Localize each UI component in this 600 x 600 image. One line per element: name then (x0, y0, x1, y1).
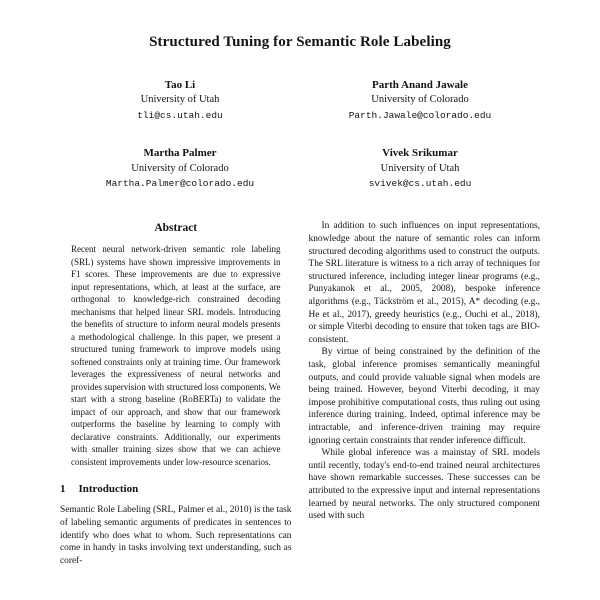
author-4 (300, 146, 540, 190)
author-3 (60, 146, 300, 190)
abstract-text: Recent neural network-driven semantic role labeling (SRL) systems have shown impressive improvements in F1 scores. These improvements are due to expressive input representations, which, at least at the surface, are orthogonal to knowledge-rich constrained decoding mechanisms that helped linear SRL models. Introducing the benefits of structure to inform neural models presents a methodological challenge. In this paper, we present a structured tuning framework to improve models using softened constraints only at training time. Our framework leverages the expressiveness of neural networks and provides supervision with structured loss components. We start with a strong baseline (RoBERTa) to validate the impact of our approach, and show that our framework outperforms the baseline by learning to comply with declarative constraints. Additionally, our experiments with smaller training sizes show that we can achieve consistent improvements under low-resource scenarios. (71, 244, 281, 467)
paper-title: Structured Tuning for Semantic Role Labeling (149, 34, 451, 50)
author-email: tli@cs.utah.edu (137, 109, 223, 121)
author-1 (60, 78, 300, 122)
abstract-heading: Abstract (154, 222, 198, 235)
section-title: Introduction (78, 483, 139, 496)
author-affiliation: University of Utah (380, 162, 460, 174)
section-heading-introduction (60, 483, 292, 495)
body-paragraph: While global inference was a mainstay of SRL models until recently, today's end-to-end trained neural architectures have shown remarkable successes. These successes can be attributed to the expressive input and internal representations learned by neural networks. The only structured component used with such (308, 448, 540, 522)
author-2 (300, 78, 540, 122)
author-name: Parth Anand Jawale (372, 79, 468, 91)
author-email: Martha.Palmer@colorado.edu (105, 178, 255, 190)
author-name: Tao Li (164, 79, 196, 91)
introduction-paragraph: Semantic Role Labeling (SRL, Palmer et al., 2010) is the task of labeling semantic arguments of predicates in sentences to identify who does what to whom. Such representations can come in handy in tasks involving text understanding, such as coref- (60, 505, 292, 566)
author-affiliation: University of Utah (140, 94, 220, 106)
left-column (60, 220, 292, 567)
author-email: svivek@cs.utah.edu (368, 178, 472, 190)
section-number: 1 (60, 483, 66, 496)
two-column-body (60, 220, 540, 567)
right-column (309, 220, 541, 567)
author-affiliation: University of Colorado (131, 162, 229, 174)
author-block (60, 78, 540, 190)
author-name: Vivek Srikumar (382, 147, 458, 160)
author-affiliation: University of Colorado (371, 94, 469, 106)
body-paragraph: In addition to such influences on input representations, knowledge about the nature of semantic roles can inform structured decoding algorithms used to construct the outputs. The SRL literature is witness to a rich array of techniques for structured inference, including integer linear programs (e.g., Punyakanok et al., 2005, 2008), bespoke inference algorithms (e.g., Täckström et al., 2015), A* decoding (e.g., He et al., 2017), greedy heuristics (e.g., Ouchi et al., 2018), or simple Viterbi decoding to ensure that token tags are BIO-consistent. (308, 221, 540, 345)
author-email: Parth.Jawale@colorado.edu (348, 109, 492, 121)
body-paragraph: By virtue of being constrained by the definition of the task, global inference promises semantically meaningful outputs, and could provide valuable signal when models are being trained. However, beyond Viterbi decoding, it may impose prohibitive computational costs, thus ruling out using inference during training. Indeed, optimal inference may be intractable, and inference-driven training may require ignoring certain constraints that render inference difficult. (308, 347, 540, 446)
author-name: Martha Palmer (143, 147, 217, 160)
